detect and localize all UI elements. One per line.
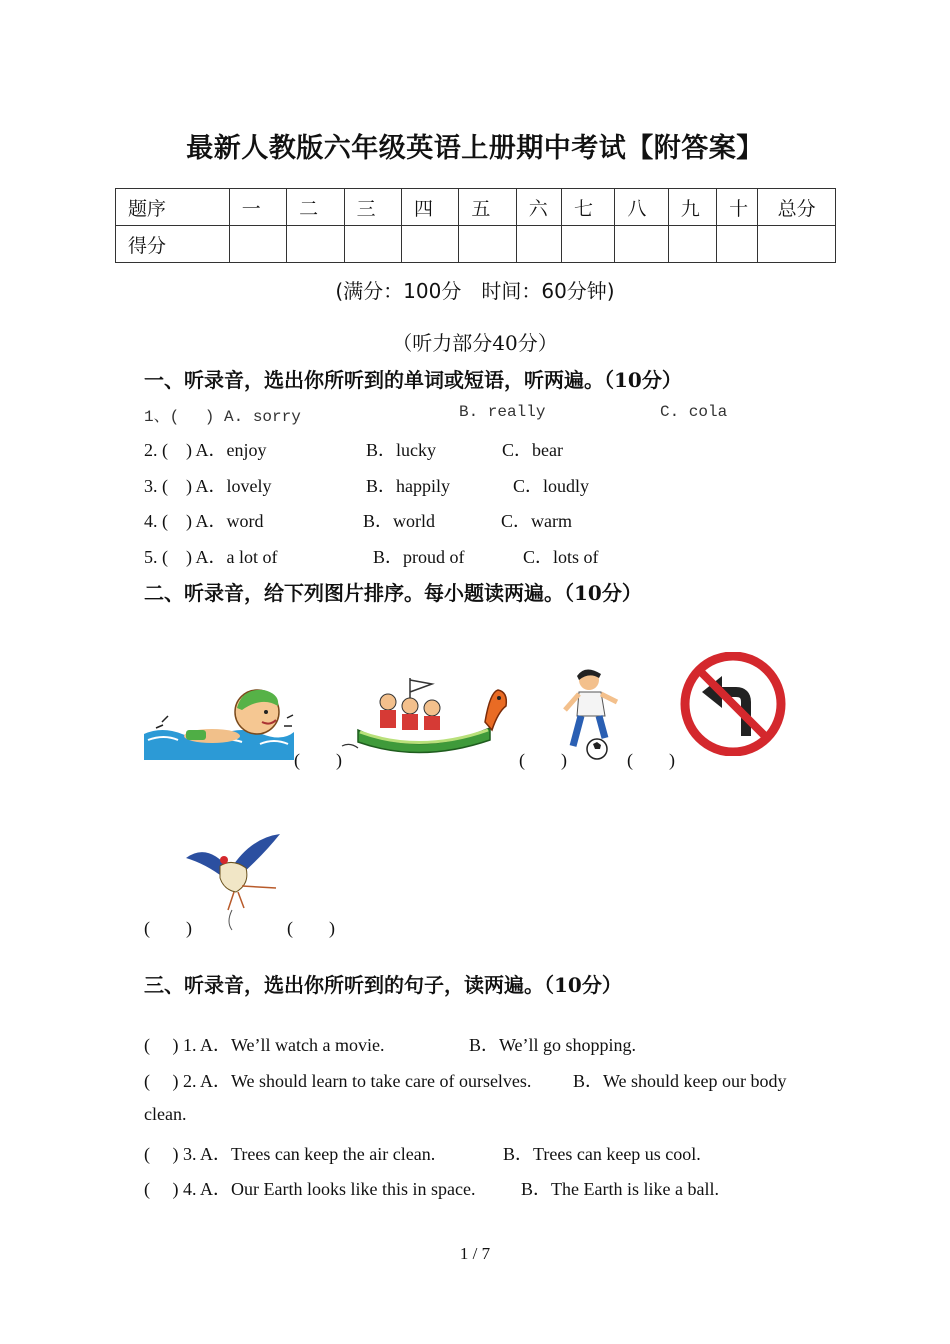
section3-heading: 三、听录音，选出你所听到的句子，读两遍。（10分） — [144, 973, 622, 997]
table-cell: 三 — [344, 189, 401, 226]
answer-blank[interactable]: ( ) — [144, 918, 192, 938]
s3-q2-option-b: B．We should keep our body — [573, 1071, 787, 1091]
answer-blank[interactable]: ( ) — [627, 750, 675, 770]
q1-option-b: B. really — [459, 403, 546, 421]
q4-option-b: B．world — [363, 511, 435, 531]
table-cell: 二 — [287, 189, 344, 226]
q5-stem: 5. ( ) A．a lot of — [144, 547, 278, 567]
answer-blank[interactable]: ( ) — [294, 750, 342, 770]
table-cell: 九 — [668, 189, 716, 226]
q5-option-c: C．lots of — [523, 547, 599, 567]
score-input-cell[interactable] — [344, 226, 401, 263]
table-cell: 得分 — [116, 226, 230, 263]
score-input-cell[interactable] — [615, 226, 668, 263]
score-input-cell[interactable] — [401, 226, 458, 263]
dragon-boat-image — [340, 672, 510, 760]
s3-q3-option-a: ( ) 3. A．Trees can keep the air clean. — [144, 1144, 436, 1164]
score-input-cell[interactable] — [459, 226, 516, 263]
q4-stem: 4. ( ) A．word — [144, 511, 264, 531]
score-input-cell[interactable] — [562, 226, 615, 263]
exam-meta: (满分：100分 时间：60分钟) — [335, 279, 615, 303]
s3-q4-option-b: B．The Earth is like a ball. — [521, 1179, 719, 1199]
page-number: 1 / 7 — [459, 1244, 491, 1263]
no-left-turn-sign-image — [680, 652, 786, 756]
table-cell: 七 — [562, 189, 615, 226]
q3-option-b: B．happily — [366, 476, 450, 496]
score-table-header-row — [116, 189, 836, 226]
answer-blank[interactable]: ( ) — [287, 918, 335, 938]
score-input-cell[interactable] — [516, 226, 561, 263]
score-table — [115, 188, 836, 263]
s3-q1-option-a: ( ) 1. A．We’ll watch a movie. — [144, 1035, 385, 1055]
table-cell: 四 — [401, 189, 458, 226]
q2-stem: 2. ( ) A．enjoy — [144, 440, 267, 460]
section2-heading: 二、听录音，给下列图片排序。每小题读两遍。（10分） — [144, 581, 642, 605]
q2-option-b: B．lucky — [366, 440, 436, 460]
score-input-cell[interactable] — [758, 226, 836, 263]
table-cell: 六 — [516, 189, 561, 226]
answer-blank[interactable]: ( ) — [519, 750, 567, 770]
score-table-score-row — [116, 226, 836, 263]
score-input-cell[interactable] — [717, 226, 758, 263]
q5-option-b: B．proud of — [373, 547, 465, 567]
q1-stem: 1、( ) A. sorry — [144, 408, 301, 426]
q1-option-c: C. cola — [660, 403, 728, 421]
s3-q1-option-b: B．We’ll go shopping. — [469, 1035, 637, 1055]
q3-option-c: C．loudly — [513, 476, 590, 496]
page-title: 最新人教版六年级英语上册期中考试【附答案】 — [186, 133, 764, 164]
q2-option-c: C．bear — [502, 440, 563, 460]
table-cell: 八 — [615, 189, 668, 226]
q3-stem: 3. ( ) A．lovely — [144, 476, 272, 496]
table-cell: 十 — [717, 189, 758, 226]
q4-option-c: C．warm — [501, 511, 572, 531]
table-cell: 总分 — [758, 189, 836, 226]
score-input-cell[interactable] — [229, 226, 286, 263]
football-player-image — [555, 666, 625, 762]
s3-q2-continuation: clean. — [144, 1104, 187, 1124]
score-input-cell[interactable] — [668, 226, 716, 263]
table-cell: 一 — [229, 189, 286, 226]
s3-q4-option-a: ( ) 4. A．Our Earth looks like this in space. — [144, 1179, 476, 1199]
table-cell: 五 — [459, 189, 516, 226]
listening-note: （听力部分40分） — [392, 331, 558, 355]
section1-heading: 一、听录音，选出你所听到的单词或短语，听两遍。（10分） — [144, 368, 682, 392]
s3-q3-option-b: B．Trees can keep us cool. — [503, 1144, 701, 1164]
s3-q2-option-a: ( ) 2. A．We should learn to take care of ourselves. — [144, 1071, 532, 1091]
score-input-cell[interactable] — [287, 226, 344, 263]
table-cell: 题序 — [116, 189, 230, 226]
kite-image — [180, 830, 284, 932]
swimming-boy-image — [142, 682, 297, 764]
